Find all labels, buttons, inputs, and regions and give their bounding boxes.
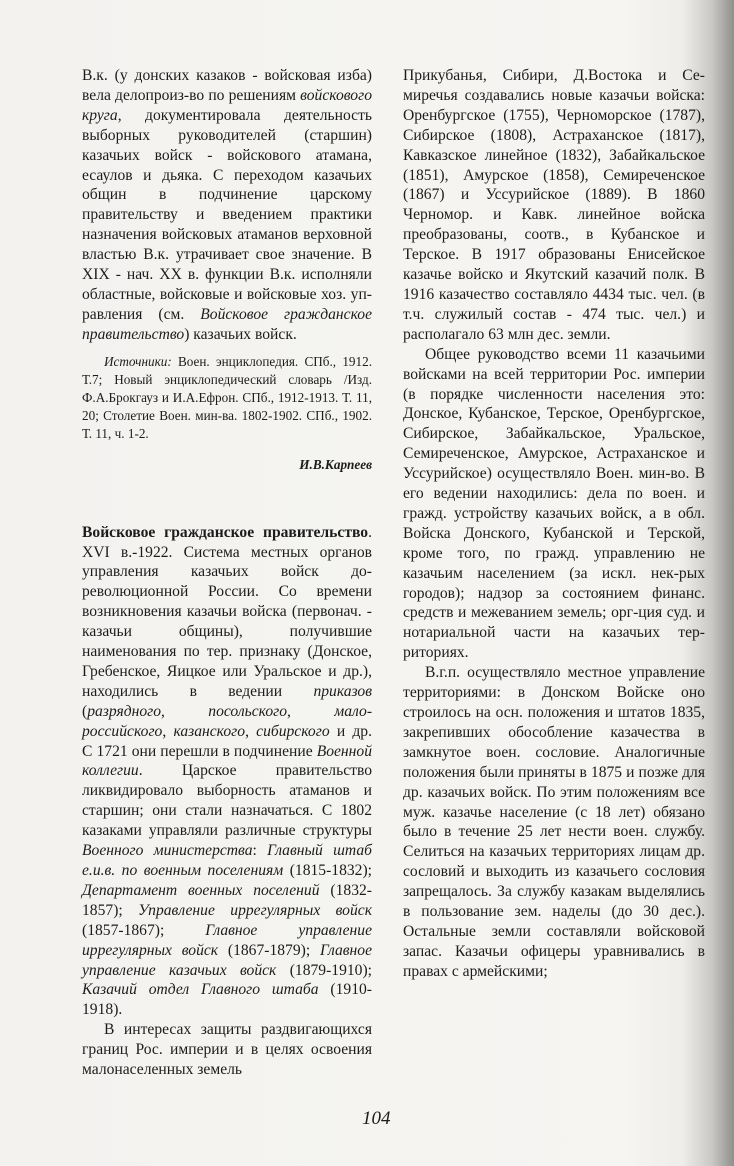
italic-term: Управление иррегулярных войск [138,901,372,919]
sources-paragraph [82,353,372,443]
text-run: , [287,702,335,720]
entry-voiskovoe-grazhdanskoe-pravitelstvo [82,523,372,1021]
entry-headword: Войсковое гражданское правительство [82,523,369,541]
italic-term: Военного министерства [82,842,253,860]
text-run: (1832-1857); [82,881,372,919]
text-run: , [161,702,209,720]
italic-term: малороссийского [82,702,373,740]
italic-term: Главное управление иррегулярных войск [82,921,372,959]
right-column [403,66,705,982]
text-run: (1815-1832); [283,862,373,879]
entry-body [82,524,372,1019]
left-column [82,66,372,1080]
italic-term: разрядного [87,702,162,720]
italic-term: Военной коллегии [82,742,372,780]
text-run: (1879-1910); [276,961,372,979]
italic-term: Департамент военных поселений [82,881,320,899]
italic-term: Главное управление казачьих войск [82,941,372,979]
italic-term: войскового круга [82,86,372,124]
paragraph-interests: В интересах защиты раздвигающихся границ Рос. империи и в целях освоения малонаселенных земель [82,1021,372,1079]
paragraph-voiskovaya-kantselyariya-end [82,66,372,345]
italic-term: Казачий отдел Главного штаба [82,981,319,999]
italic-term: приказов [313,682,372,700]
text-run: ( [82,702,88,720]
text-run: , документировала деятельность выборных руководителей (старшин) казачьих войск - войскового атамана, есаулов и дьяка. С переходом казачьих общин в подчинение царскому правительству и введением практики назначения войсковых атаманов верховной властью В.к. утрачивает свое значение. В XIX - нач. XX в. функции В.к. исполняли областные, войсковые и войсковые хоз. управления (см. [82,106,372,323]
text-run: В.к. (у донских казаков - войсковая изба) вела делопроиз-во по решениям [82,67,372,104]
sources-text: Воен. энциклопедия. СПб., 1912. Т.7; Новый энциклопедический словарь /Изд. Ф.А.Брокгауз и И.А.Ефрон. СПб., 1912-1913. Т. 11, 20; Столетие Воен. мин-ва. 1802-1902. СПб., 1902. Т. 11, ч. 1-2. [82,353,372,441]
text-run: . XVI в.-1922. Система местных органов управления казачьих войск дореволюционной России. Со времени возникновения казачьи войска (первонач. - казачьи общины), получившие наименования по тер. признаку (Донское, Гребенское, Яицкое или Уральское и др.), находились в ведении [82,523,372,700]
text-run: (1910-1918). [82,981,372,1019]
text-run: . Царское правительство ликвидировало выборность атаманов и старшин; они стали назначаться. С 1802 казаками управляли различные структуры [82,762,372,840]
sources-label: Источники: [104,353,172,369]
paragraph-general-management: Общее руководство всеми 11 казачьими войсками на всей территории Рос. империи (в порядке численности населения это: Донское, Кубанское, Терское, Оренбургское, Сибирское, Забайкальское, Уральское, Семиреченское, Амурское, Астраханское и Уссурийское) осуществляло Воен. мин-во. В его ведении находились: дела по воен. и гражд. устройству казачьих войск, а в обл. Войска Донского, Кубанской и Терской, кроме того, по гражд. управлению не казачьим населением (за искл. нек-рых городов); надзор за состоянием финанс. средств и межеванием земель; орг-ция суд. и нотариальной части на казачьих территориях. [403,345,705,662]
text-run: : [252,842,268,860]
page-number: 104 [362,1108,391,1129]
paragraph-local-management: В.г.п. осуществляло местное управление территориями: в Донском Войске оно строилось на осн. положения и штатов 1835, закрепивших обособление казачества в замкнутое воен. сословие. Аналогичные положения были приняты в 1875 и позже для др. казачьих войск. По этим положениям все муж. казачье население (с 18 лет) обязано было в течение 25 лет нести воен. службу. Селиться на казачьих территориях лицам др. сословий и выходить из казачьего сословия запрещалось. За службу казакам выделялись в пользование зем. наделы (до 30 дес.). Остальные земли составляли войсковой запас. Казачьи офицеры уравнивались в правах с армейскими; [403,664,705,980]
italic-term: сибирского [256,722,330,740]
italic-term: Главный штаб е.и.в. по военным поселениям [82,842,373,879]
text-run: ) казачьих войск. [184,325,297,343]
italic-term: Войсковое гражданское правительство [82,305,372,343]
paragraph-new-hosts: Прикубанья, Сибири, Д.Востока и Семиречья создавались новые казачьи войска: Оренбургское (1755), Черноморское (1787), Сибирское (1808), Астраханское (1817), Кавказское линейное (1832), Забайкальское (1851), Амурское (1858), Семиреченское (1867) и Уссурийское (1889). В 1860 Черномор. и Кавк. линейное войска преобразованы, соотв., в Кубанское и Терское. В 1917 образованы Енисейское казачье войско и Якутский казачий полк. В 1916 казачество составляло 4434 тыс. чел. (в т.ч. служилый состав - 474 тыс. чел.) и располагало 63 млн дес. земли. [403,67,705,343]
text-run: , [245,722,257,740]
author-signature: И.В.Карпеев [299,456,372,472]
text-run: (1867-1879); [218,941,320,959]
text-run: , [162,722,174,740]
italic-term: посольского [208,702,288,720]
text-run: и др. С 1721 они перешли в подчинение [82,722,372,760]
text-run: (1857-1867); [82,921,206,939]
italic-term: казанского [173,722,246,740]
